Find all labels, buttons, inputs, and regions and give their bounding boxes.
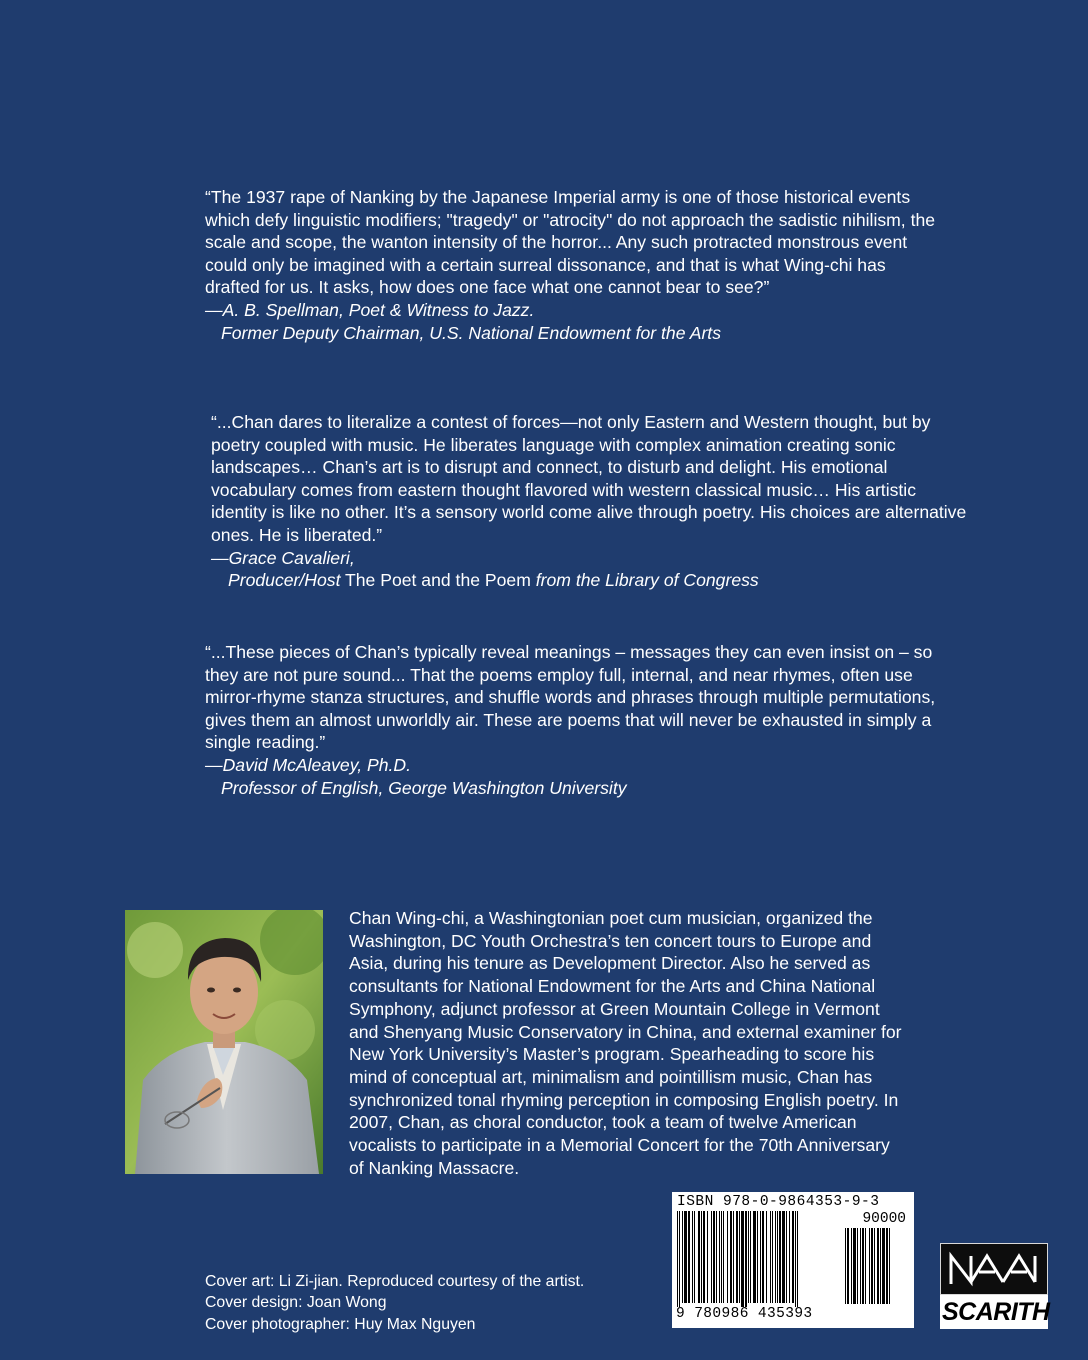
barcode-bar xyxy=(795,1211,796,1307)
ean-digits: 9 780986 435393 xyxy=(676,1306,813,1322)
barcode-bar xyxy=(775,1211,776,1303)
barcode-bar xyxy=(688,1211,690,1303)
barcode-bar xyxy=(874,1228,875,1304)
barcode-bar xyxy=(845,1228,846,1304)
barcode-bar xyxy=(679,1211,680,1307)
barcode-bar xyxy=(766,1211,767,1303)
barcode-bar xyxy=(865,1228,866,1304)
barcode-bar xyxy=(847,1228,849,1304)
testimonial-quote: “The 1937 rape of Nanking by the Japanese Imperial army is one of those historical events which defy linguistic modifiers; "tragedy" or "atrocity" do not approach the sadistic nihilism, the scale and scope, the wanton intensity of the horror... Any such protracted monstrous event could only be imagined with a certain surreal dissonance, and that is what Wing-chi has drafted for us. It asks, how does one face what one cannot bear to see?” xyxy=(205,187,936,298)
testimonial-author-title: Former Deputy Chairman, U.S. National Endowment for the Arts xyxy=(221,322,721,343)
credit-cover-photographer: Cover photographer: Huy Max Nguyen xyxy=(205,1315,476,1333)
barcode-bar xyxy=(701,1211,702,1303)
barcode-bar xyxy=(882,1228,885,1304)
barcode-bar xyxy=(857,1228,858,1304)
barcode-bar xyxy=(723,1211,724,1303)
publisher-name: SCARITH xyxy=(942,1298,1050,1326)
barcode-bar xyxy=(860,1228,861,1304)
isbn-barcode xyxy=(672,1192,914,1328)
barcode-bar xyxy=(789,1211,790,1303)
barcode-bar xyxy=(760,1211,761,1303)
testimonial-author: —David McAleavey, Ph.D. xyxy=(205,754,411,775)
barcode-bar xyxy=(786,1211,787,1303)
barcode-bar xyxy=(753,1211,756,1303)
barcode-bar xyxy=(741,1211,744,1307)
testimonial-cavalieri xyxy=(211,411,971,592)
publisher-mark-icon xyxy=(940,1243,1048,1295)
price-code: 90000 xyxy=(862,1211,906,1227)
barcode-bar xyxy=(713,1211,715,1303)
barcode-bar xyxy=(750,1211,751,1303)
publisher-logo xyxy=(940,1243,1048,1329)
testimonial-quote: “...These pieces of Chan’s typically reveal meanings – messages they can even insist on – so they are not pure sound... That the poems employ full, internal, and near rhymes, often use mirror-rhyme stanza structures, and shuffle words and phrases through multiple permutations, gives them an almost unworldly air. These are poems that will never be exhausted in simply a single reading.” xyxy=(205,642,936,753)
barcode-bar xyxy=(733,1211,734,1303)
barcode-bar xyxy=(880,1228,881,1304)
barcode-bar xyxy=(851,1228,852,1304)
testimonial-author-title: Producer/Host The Poet and the Poem from the Library of Congress xyxy=(228,570,759,591)
testimonial-quote: “...Chan dares to literalize a contest of forces—not only Eastern and Western thought, but by poetry coupled with music. He liberates language with complex animation creating sonic landscapes… Chan’s art is to disrupt and connect, to disturb and delight. His emotional vocabulary comes from eastern thought flavored with western classical music… His artistic identity is like no other. It’s a sensory world come alive through poetry. His choices are alternative ones. He is liberated.” xyxy=(211,412,967,545)
barcode-bars xyxy=(677,1211,839,1307)
testimonial-author: —Grace Cavalieri, xyxy=(211,547,355,568)
barcode-bar xyxy=(748,1211,749,1303)
barcode-bar xyxy=(677,1211,678,1307)
credit-cover-design: Cover design: Joan Wong xyxy=(205,1294,387,1312)
barcode-bar xyxy=(692,1211,693,1303)
author-photo xyxy=(125,910,323,1174)
barcode-bar xyxy=(777,1211,778,1303)
barcode-bar xyxy=(762,1211,764,1303)
barcode-bar xyxy=(736,1211,738,1303)
barcode-bar xyxy=(684,1211,687,1303)
barcode-bar xyxy=(698,1211,700,1303)
barcode-bar xyxy=(711,1211,712,1303)
testimonial-mcaleavey xyxy=(205,641,945,799)
barcode-bar xyxy=(757,1211,758,1303)
barcode-bar xyxy=(772,1211,773,1303)
barcode-bar xyxy=(782,1211,785,1303)
barcode-bar xyxy=(682,1211,683,1303)
barcode-bar xyxy=(871,1228,873,1304)
testimonial-author: —A. B. Spellman, Poet & Witness to Jazz. xyxy=(205,299,535,320)
barcode-bar xyxy=(877,1228,879,1304)
barcode-bar xyxy=(707,1211,708,1303)
testimonial-spellman xyxy=(205,186,945,344)
isbn-label: ISBN 978-0-9864353-9-3 xyxy=(677,1194,880,1210)
barcode-bar xyxy=(703,1211,705,1303)
barcode-bar xyxy=(853,1228,856,1304)
barcode-bar xyxy=(779,1211,781,1303)
barcode-bar xyxy=(797,1211,798,1307)
barcode-bar xyxy=(886,1228,888,1304)
barcode-bar xyxy=(721,1211,722,1303)
barcode-bar xyxy=(745,1211,747,1307)
barcode-bar xyxy=(719,1211,720,1303)
cover-credits xyxy=(205,1271,584,1335)
credit-cover-art: Cover art: Li Zi-jian. Reproduced courtesy of the artist. xyxy=(205,1273,585,1290)
barcode-bar xyxy=(727,1211,728,1303)
barcode-bar xyxy=(770,1211,771,1303)
barcode-bar xyxy=(862,1228,864,1304)
barcode-bar xyxy=(792,1211,794,1303)
barcode-bar xyxy=(739,1211,740,1303)
barcode-bar xyxy=(869,1228,870,1304)
author-bio: Chan Wing-chi, a Washingtonian poet cum musician, organized the Washington, DC Youth Orchestra’s ten concert tours to Europe and Asia, during his tenure as Development Director. Also he served as consultants for National Endowment for the Arts and China National Symphony, adjunct professor at Green Mountain College in Vermont and Shenyang Music Conservatory in China, and external examiner for New York University’s Master’s program. Spearheading to score his mind of conceptual art, minimalism and pointillism music, Chan has synchronized tonal rhyming perception in composing English poetry. In 2007, Chan, as choral conductor, took a team of twelve American vocalists to participate in a Memorial Concert for the 70th Anniversary of Nanking Massacre. xyxy=(349,908,902,1178)
testimonial-author-title: Professor of English, George Washington University xyxy=(221,777,627,798)
barcode-bar xyxy=(889,1228,890,1304)
barcode-bar xyxy=(694,1211,695,1303)
barcode-bar xyxy=(730,1211,732,1303)
barcode-addon-bars xyxy=(845,1228,907,1306)
barcode-bar xyxy=(716,1211,717,1303)
